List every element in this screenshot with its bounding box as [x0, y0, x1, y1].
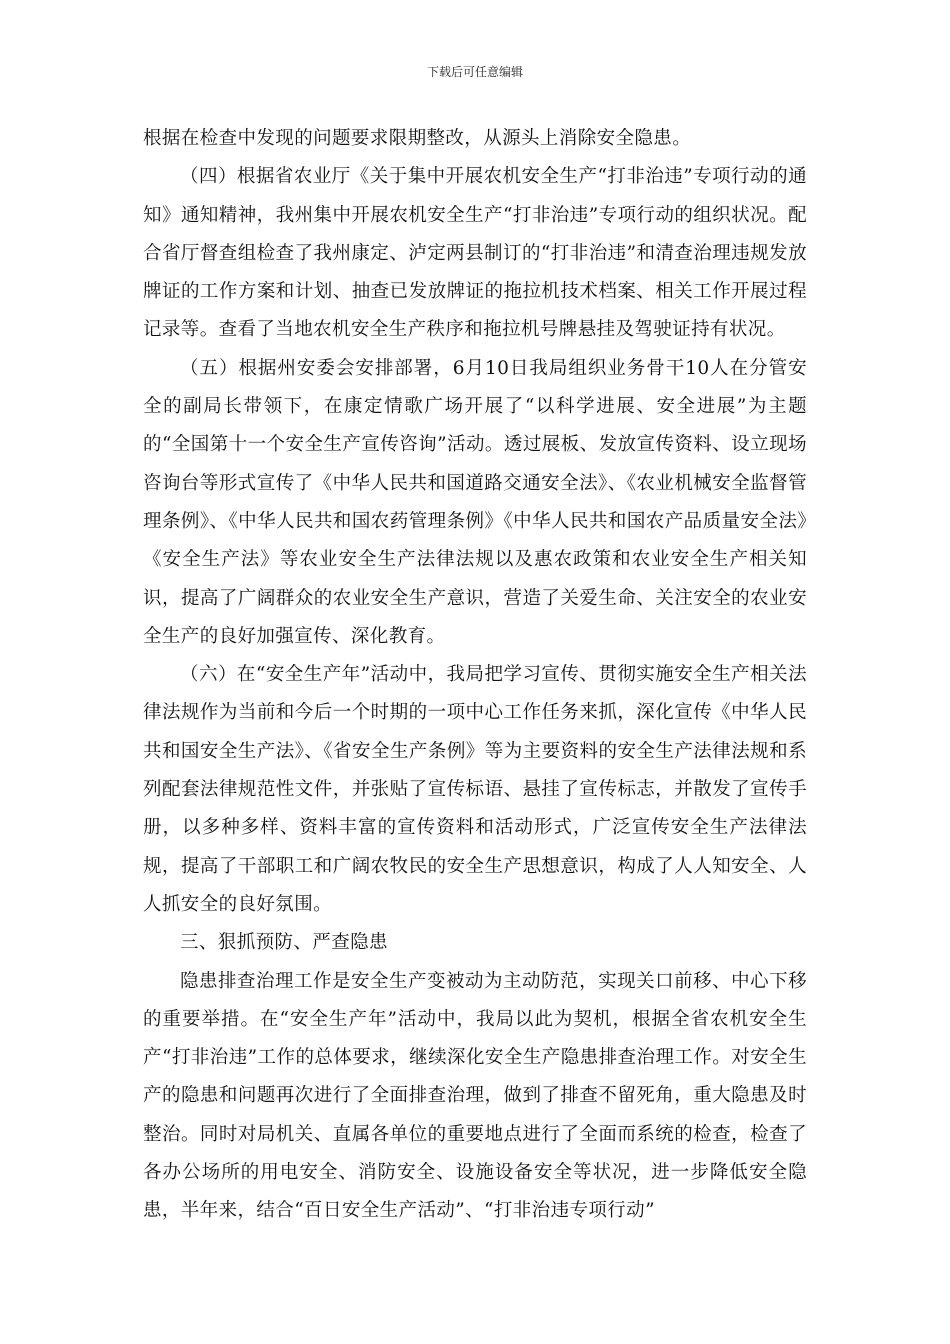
paragraph-section-5: （五）根据州安委会安排部署，6月10日我局组织业务骨干10人在分管安全的副局长带领下，在康定情歌广场开展了“以科学进展、安全进展”为主题的“全国第十一个安全生产宣传咨询”活动。透过展板、发放宣传资料、设立现场咨询台等形式宣传了《中华人民共和国道路交通安全法》、《农业机械安全监督管理条例》、《中华人民共和国农药管理条例》《中华人民共和国农产品质量安全法》《安全生产法》等农业安全生产法律法规以及惠农政策和农业安全生产相关知识，提高了广阔群众的农业安全生产意识，营造了关爱生命、关注安全的农业安全生产的良好加强宣传、深化教育。 [143, 357, 807, 647]
document-body [143, 120, 807, 1231]
paragraph-section-4: （四）根据省农业厅《关于集中开展农机安全生产“打非治违”专项行动的通知》通知精神，我州集中开展农机安全生产“打非治违”专项行动的组织状况。配合省厅督查组检查了我州康定、泸定两县制订的“打非治违”和清查治理违规发放牌证的工作方案和计划、抽查已发放牌证的拖拉机技术档案、相关工作开展过程记录等。查看了当地农机安全生产秩序和拖拉机号牌悬挂及驾驶证持有状况。 [143, 166, 807, 341]
paragraph-hazard-inspection: 隐患排查治理工作是安全生产变被动为主动防范，实现关口前移、中心下移的重要举措。在“安全生产年”活动中，我局以此为契机，根据全省农机安全生产“打非治违”工作的总体要求，继续深化安全生产隐患排查治理工作。对安全生产的隐患和问题再次进行了全面排查治理，做到了排查不留死角，重大隐患及时整治。同时对局机关、直属各单位的重要地点进行了全面而系统的检查，检查了各办公场所的用电安全、消防安全、设施设备安全等状况，进一步降低安全隐患，半年来，结合“百日安全生产活动”、“打非治违专项行动” [143, 970, 807, 1222]
paragraph-section-6: （六）在“安全生产年”活动中，我局把学习宣传、贯彻实施安全生产相关法律法规作为当前和今后一个时期的一项中心工作任务来抓，深化宣传《中华人民共和国安全生产法》、《省安全生产条例》等为主要资料的安全生产法律法规和系列配套法律规范性文件，并张贴了宣传标语、悬挂了宣传标志，并散发了宣传手册，以多种多样、资料丰富的宣传资料和活动形式，广泛宣传安全生产法律法规，提高了干部职工和广阔农牧民的安全生产思想意识，构成了人人知安全、人人抓安全的良好氛围。 [143, 664, 807, 915]
section-heading-3: 三、狠抓预防、严查隐患 [180, 932, 388, 954]
page-header: 下载后可任意编辑 [426, 65, 523, 79]
paragraph-continuation: 根据在检查中发现的问题要求限期整改，从源头上消除安全隐患。 [143, 128, 692, 149]
